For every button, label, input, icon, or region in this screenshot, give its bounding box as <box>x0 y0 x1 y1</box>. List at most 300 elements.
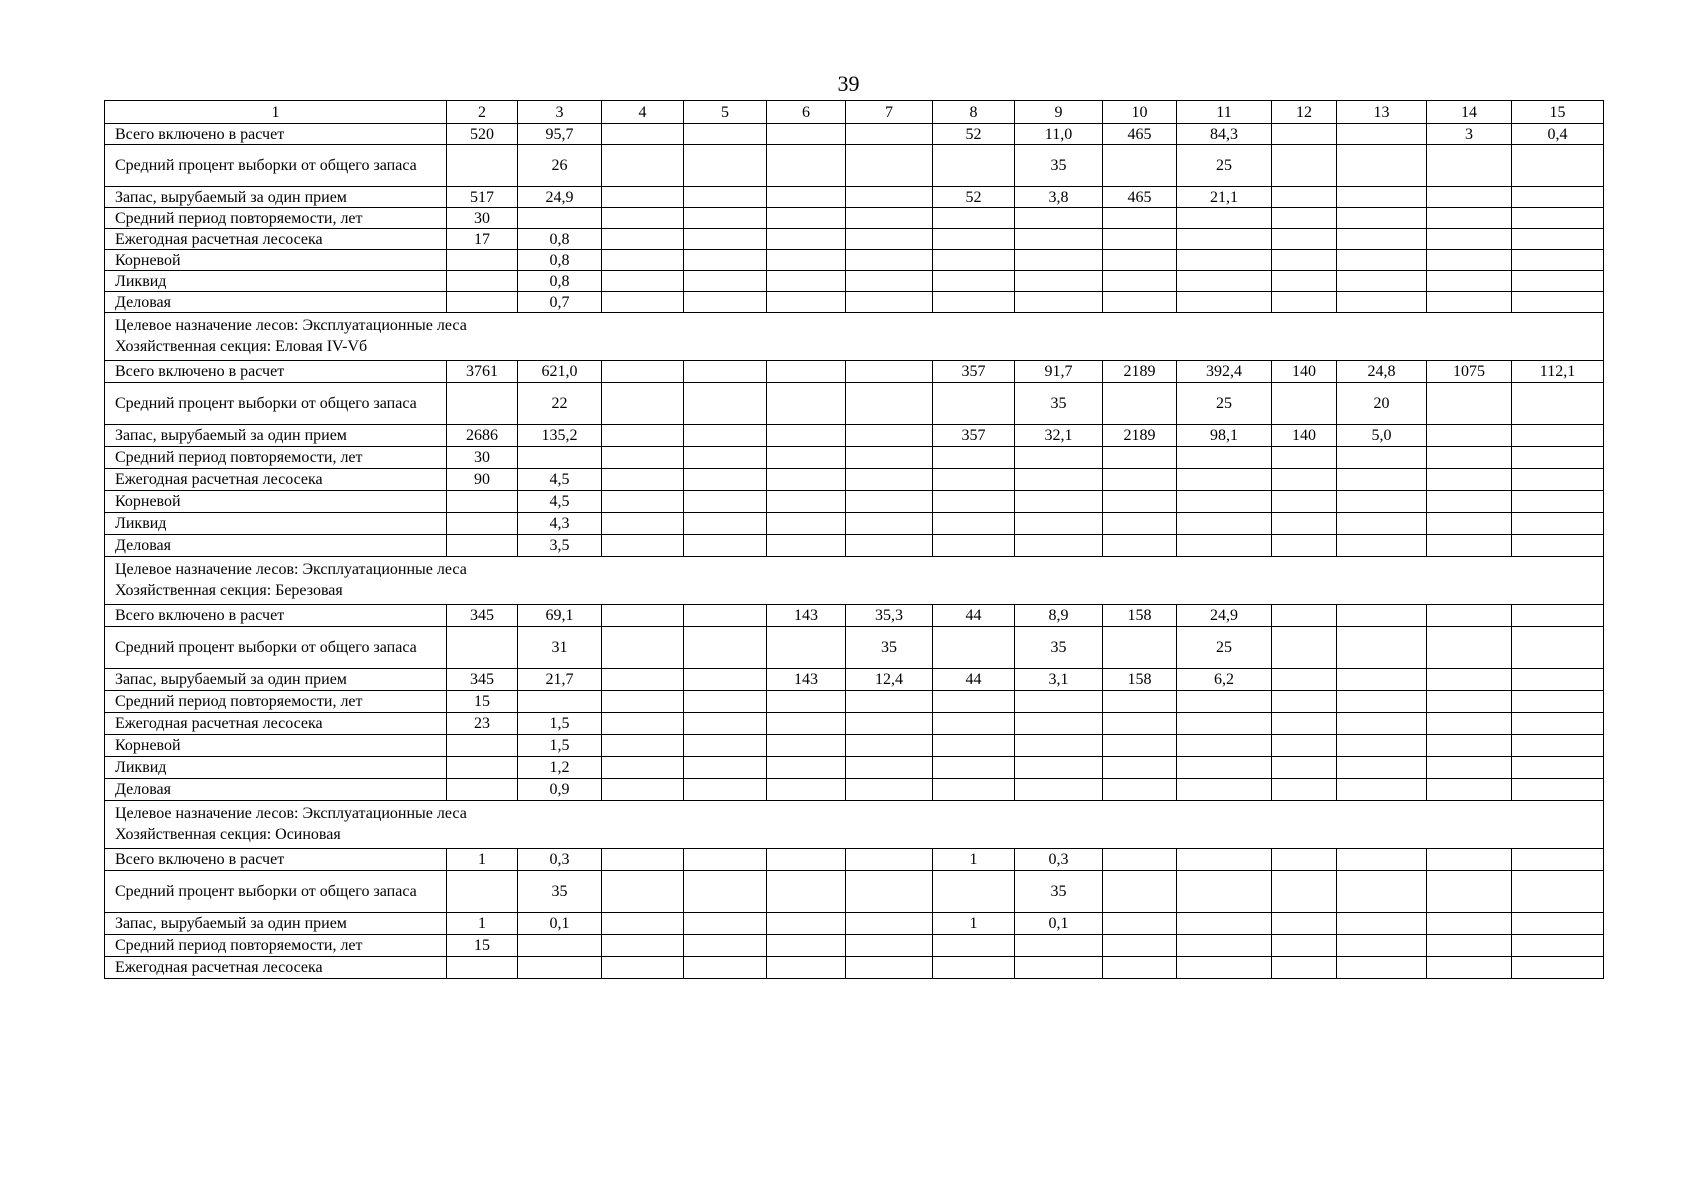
value-cell <box>447 957 518 979</box>
value-cell <box>1177 447 1272 469</box>
value-cell <box>767 491 846 513</box>
table-row <box>105 779 1604 801</box>
value-cell <box>1103 871 1177 913</box>
value-cell <box>684 779 767 801</box>
value-cell <box>767 425 846 447</box>
row-label-cell: Деловая <box>105 535 447 557</box>
value-cell <box>1337 871 1427 913</box>
value-cell <box>447 757 518 779</box>
value-cell <box>1337 292 1427 313</box>
value-cell <box>1015 469 1103 491</box>
value-cell: 392,4 <box>1177 361 1272 383</box>
value-cell <box>1337 605 1427 627</box>
forest-purpose-label: Целевое назначение лесов: Эксплуатационные леса <box>115 561 467 578</box>
value-cell <box>684 849 767 871</box>
value-cell <box>1015 713 1103 735</box>
column-number-cell: 11 <box>1177 101 1272 124</box>
value-cell <box>1272 535 1337 557</box>
value-cell <box>447 383 518 425</box>
value-cell <box>602 145 684 187</box>
value-cell <box>767 935 846 957</box>
table-row <box>105 935 1604 957</box>
value-cell <box>1427 208 1512 229</box>
value-cell: 35 <box>1015 871 1103 913</box>
value-cell <box>602 849 684 871</box>
row-label-cell: Запас, вырубаемый за один прием <box>105 669 447 691</box>
value-cell <box>1337 491 1427 513</box>
value-cell: 30 <box>447 447 518 469</box>
table-row <box>105 187 1604 208</box>
value-cell: 143 <box>767 669 846 691</box>
allowable-cut-table <box>104 100 1604 979</box>
value-cell <box>1427 425 1512 447</box>
column-number-cell: 1 <box>105 101 447 124</box>
value-cell: 90 <box>447 469 518 491</box>
value-cell <box>602 691 684 713</box>
value-cell: 0,7 <box>518 292 602 313</box>
row-label-cell: Ликвид <box>105 757 447 779</box>
value-cell <box>1177 491 1272 513</box>
value-cell <box>1512 469 1604 491</box>
value-cell <box>846 250 933 271</box>
value-cell: 21,7 <box>518 669 602 691</box>
value-cell <box>1272 669 1337 691</box>
table-row <box>105 145 1604 187</box>
value-cell <box>1512 491 1604 513</box>
value-cell: 0,1 <box>1015 913 1103 935</box>
value-cell <box>602 250 684 271</box>
value-cell <box>684 605 767 627</box>
value-cell <box>1103 779 1177 801</box>
value-cell: 0,8 <box>518 271 602 292</box>
value-cell <box>1015 447 1103 469</box>
value-cell <box>1272 779 1337 801</box>
value-cell <box>1512 935 1604 957</box>
value-cell <box>684 145 767 187</box>
value-cell <box>1272 691 1337 713</box>
table-row <box>105 849 1604 871</box>
value-cell: 35 <box>846 627 933 669</box>
row-label-cell: Деловая <box>105 779 447 801</box>
value-cell <box>767 513 846 535</box>
value-cell <box>933 250 1015 271</box>
value-cell <box>1272 250 1337 271</box>
value-cell <box>767 447 846 469</box>
value-cell <box>1177 957 1272 979</box>
value-cell <box>447 292 518 313</box>
value-cell: 140 <box>1272 425 1337 447</box>
value-cell <box>1272 208 1337 229</box>
column-number-cell: 14 <box>1427 101 1512 124</box>
value-cell: 6,2 <box>1177 669 1272 691</box>
value-cell <box>602 271 684 292</box>
value-cell <box>684 935 767 957</box>
value-cell <box>1512 757 1604 779</box>
value-cell: 345 <box>447 605 518 627</box>
value-cell <box>1512 229 1604 250</box>
value-cell <box>846 779 933 801</box>
value-cell <box>684 187 767 208</box>
value-cell <box>933 957 1015 979</box>
value-cell <box>1177 913 1272 935</box>
value-cell <box>602 957 684 979</box>
row-label-cell: Средний процент выборки от общего запаса <box>105 871 447 913</box>
row-label-cell: Ежегодная расчетная лесосека <box>105 469 447 491</box>
section-header-row <box>105 313 1604 361</box>
row-label-cell: Запас, вырубаемый за один прием <box>105 425 447 447</box>
value-cell <box>767 735 846 757</box>
row-label-cell: Ежегодная расчетная лесосека <box>105 957 447 979</box>
value-cell <box>1272 957 1337 979</box>
column-number-cell: 5 <box>684 101 767 124</box>
value-cell: 1,5 <box>518 713 602 735</box>
value-cell <box>1177 691 1272 713</box>
value-cell <box>767 124 846 145</box>
value-cell: 24,9 <box>518 187 602 208</box>
value-cell <box>1015 229 1103 250</box>
value-cell <box>1337 691 1427 713</box>
value-cell <box>1103 849 1177 871</box>
row-label-cell: Ежегодная расчетная лесосека <box>105 229 447 250</box>
value-cell <box>447 871 518 913</box>
value-cell <box>684 250 767 271</box>
value-cell <box>1337 535 1427 557</box>
value-cell: 98,1 <box>1177 425 1272 447</box>
value-cell <box>1272 757 1337 779</box>
value-cell <box>767 535 846 557</box>
value-cell: 25 <box>1177 383 1272 425</box>
value-cell <box>1272 292 1337 313</box>
value-cell <box>1177 208 1272 229</box>
value-cell <box>1512 535 1604 557</box>
value-cell <box>933 491 1015 513</box>
value-cell <box>1015 691 1103 713</box>
value-cell <box>933 691 1015 713</box>
value-cell <box>1337 229 1427 250</box>
value-cell <box>1272 935 1337 957</box>
value-cell: 25 <box>1177 627 1272 669</box>
table-row <box>105 871 1604 913</box>
value-cell <box>1015 250 1103 271</box>
row-label-cell: Всего включено в расчет <box>105 361 447 383</box>
value-cell <box>1103 292 1177 313</box>
value-cell <box>518 447 602 469</box>
value-cell <box>1427 187 1512 208</box>
table-body <box>105 101 1604 979</box>
value-cell <box>846 735 933 757</box>
value-cell <box>1103 250 1177 271</box>
value-cell <box>1337 735 1427 757</box>
value-cell <box>767 250 846 271</box>
value-cell <box>1427 691 1512 713</box>
value-cell <box>1512 250 1604 271</box>
value-cell: 44 <box>933 605 1015 627</box>
table-row <box>105 757 1604 779</box>
value-cell <box>1512 447 1604 469</box>
value-cell <box>602 913 684 935</box>
table-row <box>105 735 1604 757</box>
row-label-cell: Всего включено в расчет <box>105 849 447 871</box>
value-cell: 30 <box>447 208 518 229</box>
value-cell <box>602 361 684 383</box>
value-cell <box>1337 669 1427 691</box>
value-cell <box>846 124 933 145</box>
value-cell: 345 <box>447 669 518 691</box>
table-row <box>105 425 1604 447</box>
value-cell <box>846 361 933 383</box>
value-cell <box>447 271 518 292</box>
value-cell: 0,1 <box>518 913 602 935</box>
value-cell <box>602 513 684 535</box>
value-cell: 5,0 <box>1337 425 1427 447</box>
value-cell <box>767 361 846 383</box>
value-cell <box>767 871 846 913</box>
forest-purpose-label: Целевое назначение лесов: Эксплуатационные леса <box>115 317 467 334</box>
value-cell <box>846 491 933 513</box>
value-cell <box>602 447 684 469</box>
value-cell <box>767 292 846 313</box>
value-cell <box>846 713 933 735</box>
value-cell <box>1272 469 1337 491</box>
value-cell <box>1337 187 1427 208</box>
value-cell <box>1103 145 1177 187</box>
row-label-cell: Всего включено в расчет <box>105 124 447 145</box>
row-label-cell: Деловая <box>105 292 447 313</box>
value-cell <box>602 425 684 447</box>
value-cell <box>1272 447 1337 469</box>
value-cell <box>1427 513 1512 535</box>
value-cell <box>602 535 684 557</box>
column-number-cell: 13 <box>1337 101 1427 124</box>
value-cell: 1,5 <box>518 735 602 757</box>
value-cell <box>1015 957 1103 979</box>
value-cell: 112,1 <box>1512 361 1604 383</box>
value-cell <box>1512 271 1604 292</box>
value-cell <box>767 187 846 208</box>
value-cell <box>1103 469 1177 491</box>
value-cell <box>767 779 846 801</box>
column-number-cell: 10 <box>1103 101 1177 124</box>
row-label-cell: Средний период повторяемости, лет <box>105 208 447 229</box>
value-cell <box>602 383 684 425</box>
value-cell <box>602 627 684 669</box>
value-cell <box>1272 513 1337 535</box>
row-label-cell: Корневой <box>105 735 447 757</box>
row-label-cell: Корневой <box>105 250 447 271</box>
table-row <box>105 292 1604 313</box>
value-cell <box>1512 713 1604 735</box>
value-cell <box>447 535 518 557</box>
column-number-cell: 8 <box>933 101 1015 124</box>
value-cell <box>1337 447 1427 469</box>
value-cell <box>767 691 846 713</box>
economic-section-label: Хозяйственная секция: Осиновая <box>115 826 341 843</box>
value-cell <box>933 757 1015 779</box>
value-cell <box>1177 935 1272 957</box>
section-header-row <box>105 557 1604 605</box>
row-label-cell: Ликвид <box>105 271 447 292</box>
value-cell <box>767 229 846 250</box>
value-cell: 4,5 <box>518 491 602 513</box>
table-row <box>105 271 1604 292</box>
value-cell: 1,2 <box>518 757 602 779</box>
value-cell <box>846 513 933 535</box>
row-label-cell: Средний процент выборки от общего запаса <box>105 383 447 425</box>
value-cell: 21,1 <box>1177 187 1272 208</box>
value-cell <box>684 292 767 313</box>
value-cell <box>1272 605 1337 627</box>
value-cell <box>1427 535 1512 557</box>
value-cell: 158 <box>1103 605 1177 627</box>
value-cell <box>684 208 767 229</box>
value-cell: 84,3 <box>1177 124 1272 145</box>
value-cell <box>1103 208 1177 229</box>
value-cell <box>1427 627 1512 669</box>
section-header-row <box>105 801 1604 849</box>
value-cell <box>767 271 846 292</box>
value-cell <box>767 208 846 229</box>
value-cell <box>933 208 1015 229</box>
value-cell <box>1177 713 1272 735</box>
value-cell <box>933 447 1015 469</box>
column-number-cell: 4 <box>602 101 684 124</box>
value-cell <box>684 691 767 713</box>
value-cell <box>1272 735 1337 757</box>
value-cell <box>767 713 846 735</box>
value-cell <box>1427 957 1512 979</box>
value-cell <box>1015 513 1103 535</box>
value-cell: 2189 <box>1103 361 1177 383</box>
value-cell <box>684 669 767 691</box>
value-cell: 3761 <box>447 361 518 383</box>
value-cell <box>767 145 846 187</box>
table-row <box>105 627 1604 669</box>
value-cell <box>767 627 846 669</box>
value-cell: 0,3 <box>1015 849 1103 871</box>
value-cell <box>1427 469 1512 491</box>
value-cell <box>1427 757 1512 779</box>
row-label-cell: Запас, вырубаемый за один прием <box>105 913 447 935</box>
row-label-cell: Ежегодная расчетная лесосека <box>105 713 447 735</box>
column-number-cell: 15 <box>1512 101 1604 124</box>
value-cell <box>1427 935 1512 957</box>
value-cell <box>1337 779 1427 801</box>
value-cell <box>846 145 933 187</box>
value-cell <box>1512 627 1604 669</box>
value-cell <box>767 469 846 491</box>
value-cell <box>1015 292 1103 313</box>
row-label-cell: Корневой <box>105 491 447 513</box>
value-cell <box>1272 271 1337 292</box>
table-row <box>105 513 1604 535</box>
value-cell <box>447 735 518 757</box>
value-cell <box>1512 292 1604 313</box>
value-cell <box>1427 250 1512 271</box>
row-label-cell: Запас, вырубаемый за один прием <box>105 187 447 208</box>
table-row <box>105 605 1604 627</box>
row-label-cell: Ликвид <box>105 513 447 535</box>
value-cell <box>846 469 933 491</box>
value-cell: 20 <box>1337 383 1427 425</box>
value-cell <box>1103 535 1177 557</box>
value-cell <box>1512 735 1604 757</box>
value-cell: 52 <box>933 124 1015 145</box>
value-cell <box>1272 849 1337 871</box>
value-cell <box>933 229 1015 250</box>
value-cell <box>602 871 684 913</box>
value-cell <box>1103 271 1177 292</box>
value-cell <box>1015 535 1103 557</box>
value-cell: 35,3 <box>846 605 933 627</box>
value-cell <box>1177 292 1272 313</box>
value-cell <box>1103 735 1177 757</box>
value-cell <box>1103 513 1177 535</box>
value-cell <box>518 208 602 229</box>
value-cell: 17 <box>447 229 518 250</box>
value-cell <box>602 124 684 145</box>
value-cell: 25 <box>1177 145 1272 187</box>
value-cell <box>684 713 767 735</box>
value-cell <box>1427 913 1512 935</box>
page-number: 39 <box>837 71 860 96</box>
value-cell <box>1512 145 1604 187</box>
forest-purpose-label: Целевое назначение лесов: Эксплуатационные леса <box>115 805 467 822</box>
value-cell: 1075 <box>1427 361 1512 383</box>
value-cell: 158 <box>1103 669 1177 691</box>
table-row <box>105 208 1604 229</box>
value-cell <box>1427 491 1512 513</box>
table-row <box>105 229 1604 250</box>
value-cell <box>1103 913 1177 935</box>
value-cell: 35 <box>1015 145 1103 187</box>
value-cell <box>1512 187 1604 208</box>
value-cell <box>684 491 767 513</box>
value-cell <box>933 271 1015 292</box>
value-cell <box>933 513 1015 535</box>
value-cell <box>1512 779 1604 801</box>
value-cell <box>846 187 933 208</box>
value-cell <box>846 757 933 779</box>
value-cell <box>1337 627 1427 669</box>
value-cell <box>1512 957 1604 979</box>
value-cell <box>1512 605 1604 627</box>
value-cell <box>1427 229 1512 250</box>
value-cell <box>1177 735 1272 757</box>
column-number-cell: 3 <box>518 101 602 124</box>
value-cell: 520 <box>447 124 518 145</box>
value-cell <box>684 913 767 935</box>
value-cell <box>1512 913 1604 935</box>
value-cell: 15 <box>447 935 518 957</box>
table-row <box>105 447 1604 469</box>
value-cell: 35 <box>518 871 602 913</box>
value-cell <box>684 229 767 250</box>
value-cell <box>1427 383 1512 425</box>
value-cell <box>1337 271 1427 292</box>
value-cell: 2189 <box>1103 425 1177 447</box>
value-cell <box>684 383 767 425</box>
value-cell: 12,4 <box>846 669 933 691</box>
value-cell: 91,7 <box>1015 361 1103 383</box>
value-cell <box>684 627 767 669</box>
value-cell <box>1272 229 1337 250</box>
table-row <box>105 124 1604 145</box>
value-cell: 143 <box>767 605 846 627</box>
value-cell: 0,8 <box>518 250 602 271</box>
table-row <box>105 535 1604 557</box>
value-cell: 8,9 <box>1015 605 1103 627</box>
value-cell <box>933 145 1015 187</box>
